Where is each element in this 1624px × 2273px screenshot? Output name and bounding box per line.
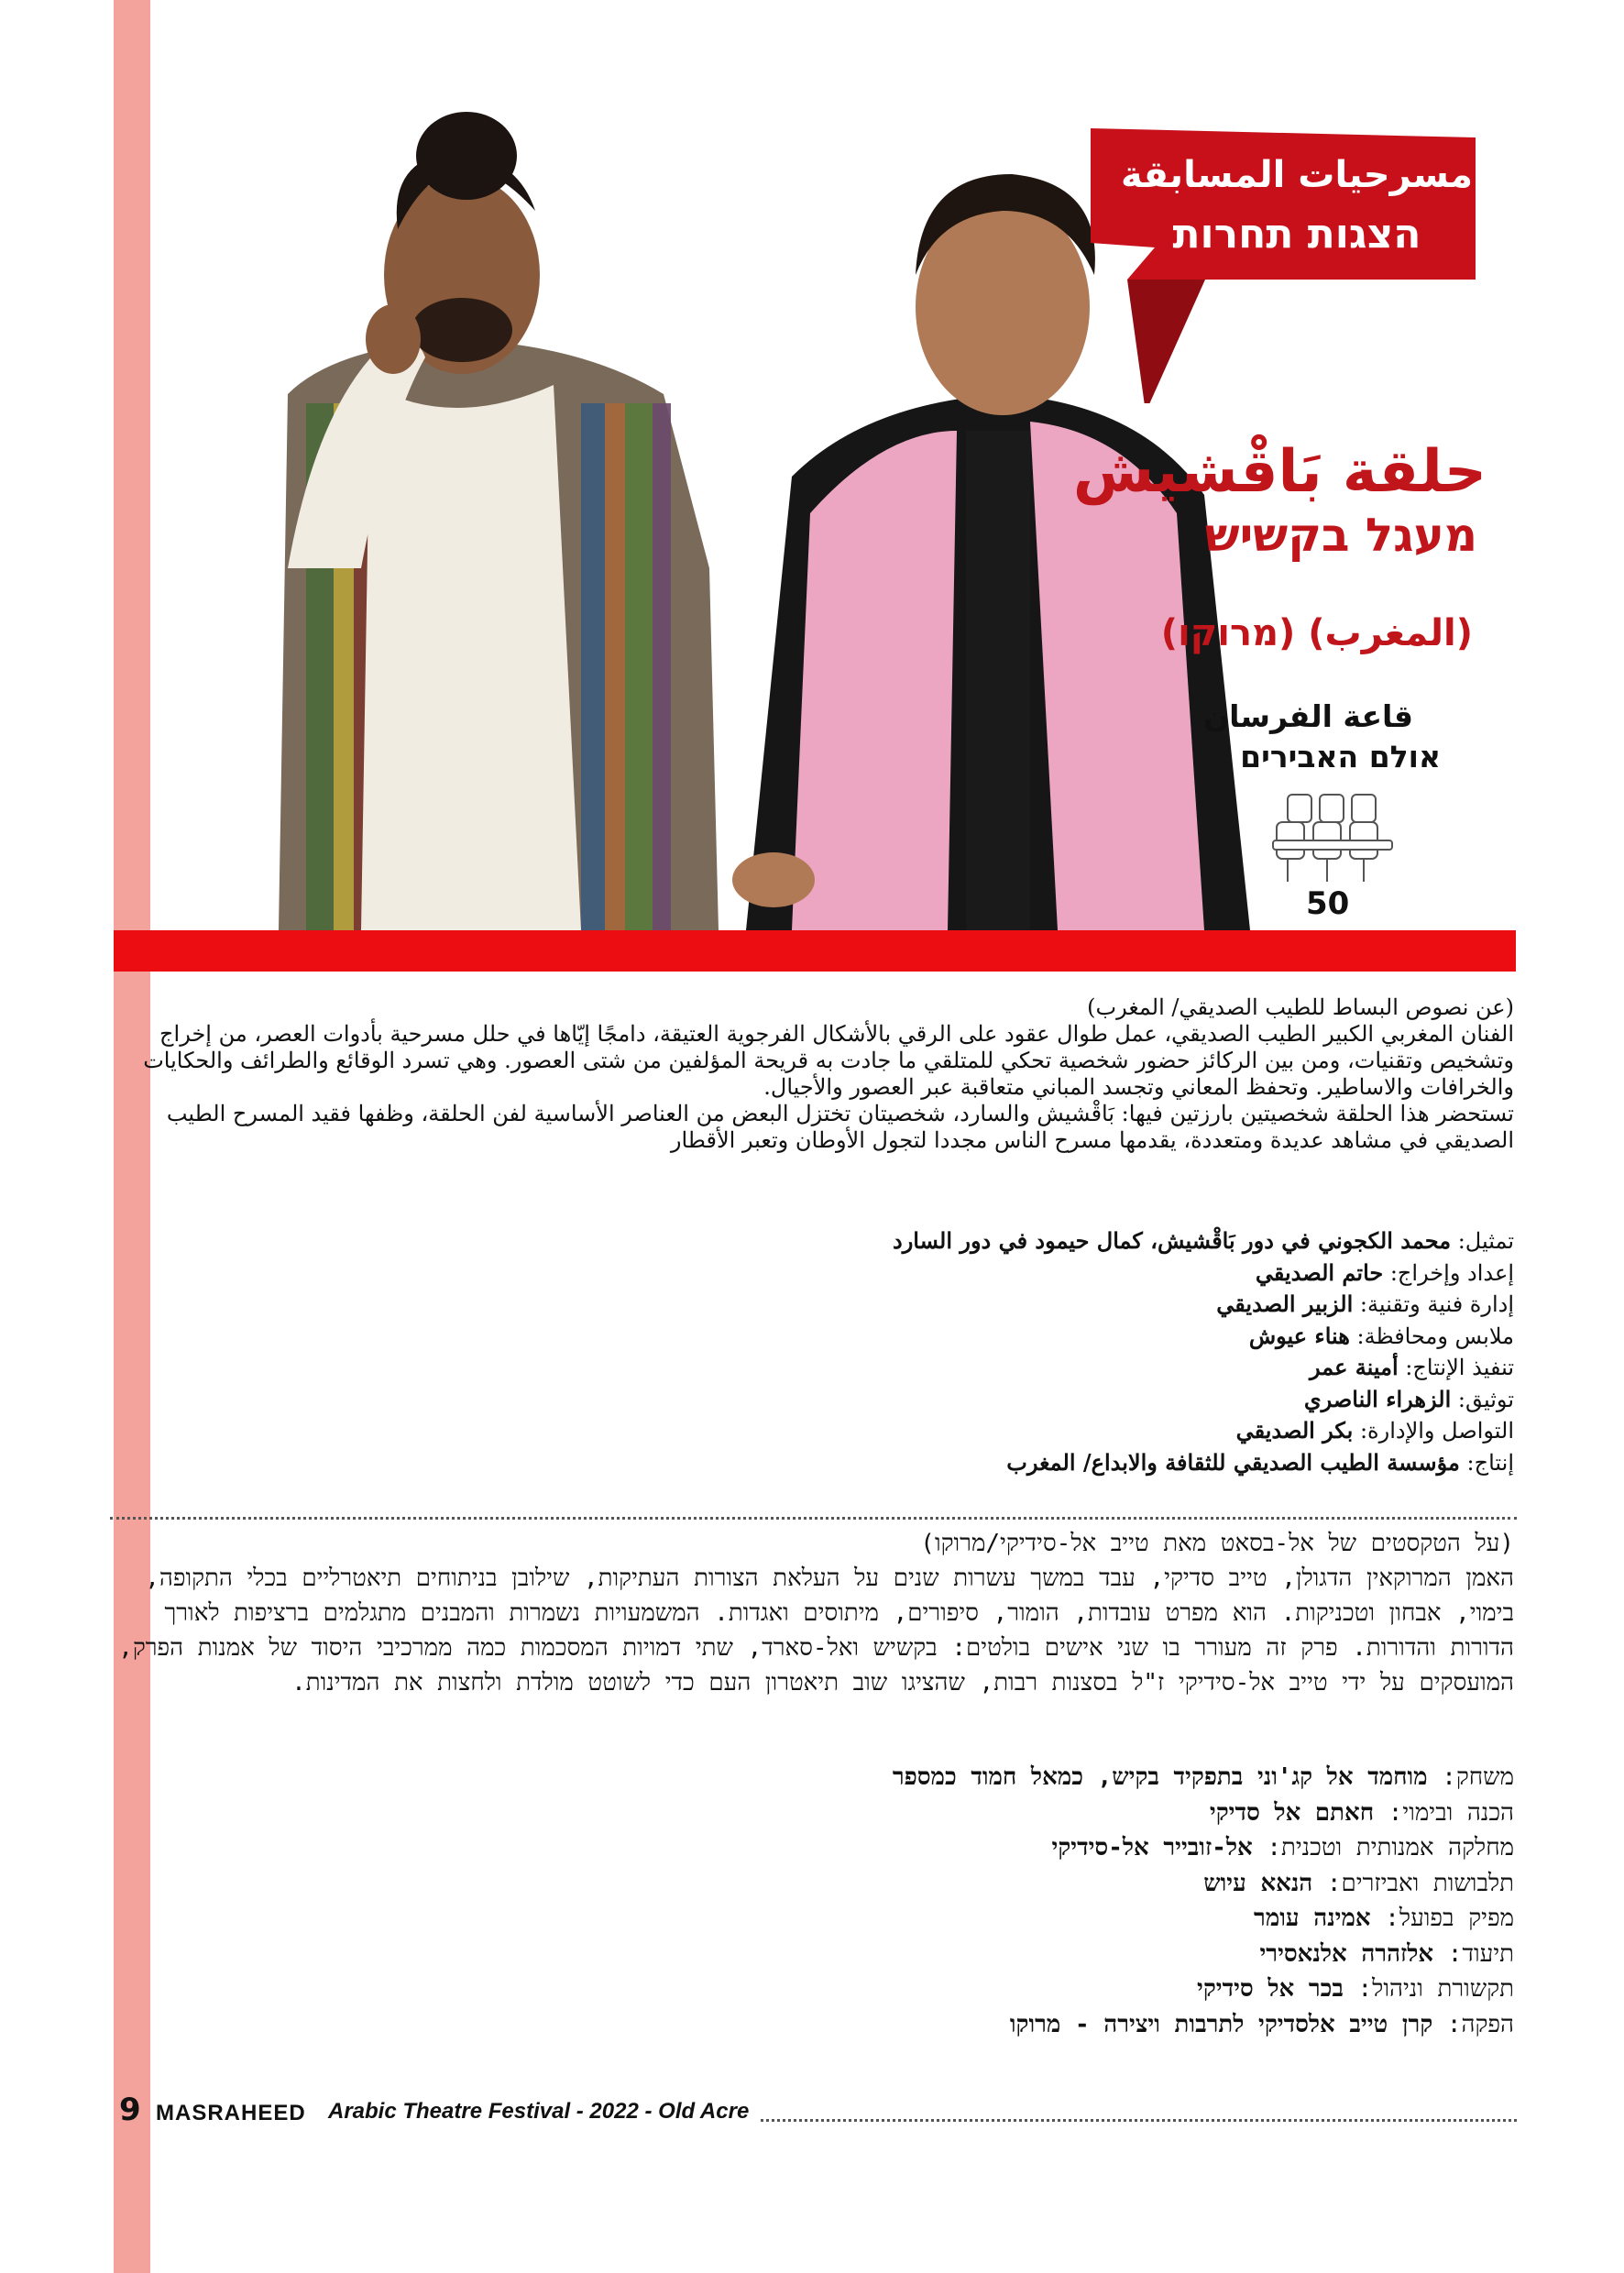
credit-label: تمثيل:	[1451, 1228, 1514, 1254]
page-footer	[119, 2092, 1517, 2128]
credit-row	[506, 1901, 1514, 1937]
credit-value: חאתם אל סדיקי	[1209, 1798, 1375, 1827]
credit-row	[506, 1795, 1514, 1831]
credit-label: תקשורת וניהול:	[1343, 1975, 1514, 2003]
credit-label: إعداد وإخراج:	[1383, 1259, 1514, 1286]
credit-row	[598, 1321, 1514, 1353]
credit-label: التواصل والإدارة:	[1353, 1418, 1514, 1444]
credit-label: تنفيذ الإنتاج:	[1398, 1355, 1514, 1380]
credit-row	[506, 1971, 1514, 2007]
credit-value: الزبير الصديقي	[1216, 1290, 1354, 1317]
credit-row	[598, 1415, 1514, 1447]
credit-label: ملابس ومحافظة:	[1349, 1323, 1514, 1349]
red-divider-bar	[114, 930, 1516, 972]
credit-label: توثيق:	[1451, 1386, 1514, 1412]
credit-row	[506, 2007, 1514, 2043]
arabic-source: (عن نصوص البساط للطيب الصديقي/ المغرب)	[1087, 994, 1514, 1020]
seats-svg	[1269, 790, 1398, 886]
footer-dotted-line	[761, 2119, 1517, 2122]
credit-value: מוחמד אל קג'וני בתפקיד בקיש, כמאל חמוד כמספר	[892, 1763, 1428, 1791]
credit-value: هناء عيوش	[1248, 1322, 1350, 1349]
credit-row	[506, 1937, 1514, 1972]
credit-value: בכר אל סידיקי	[1197, 1975, 1344, 2003]
credit-row	[598, 1257, 1514, 1290]
ribbon-line-1: مسرحيات المسابقة	[1121, 154, 1473, 196]
credit-row	[506, 1866, 1514, 1902]
venue-hebrew: אולם האבירים	[1240, 739, 1441, 774]
credit-label: הפקה:	[1432, 2010, 1514, 2038]
credit-value: محمد الكجوني في دور بَاقْشيش، كمال حيمود في دور السارد	[893, 1227, 1452, 1254]
credit-value: קרן טייב אלסדיקי לתרבות ויצירה - מרוקו	[1009, 2010, 1433, 2038]
credit-value: אלזהרה אלנאסירי	[1259, 1939, 1434, 1968]
credit-row	[506, 1830, 1514, 1866]
ribbon-line-2: הצגות תחרות	[1172, 211, 1421, 258]
credit-value: أمينة عمر	[1310, 1354, 1399, 1380]
credit-row	[598, 1447, 1514, 1479]
hebrew-paragraph-1: האמן המרוקאין הדגולן, טייב סדיקי, עבד במשך עשרות שנים על העלאת הצורות העתיקות, שילובן בניתוחים תיאטרליים בכלי התקופה, בימוי, אבחון וטכניקות. הוא מפרט עובדות, הומור, סיפורים, מיתוסים ואגדות. המשמעויות נשמרות והמבנים מתגלמים ברציפות לאורך הדורות והדורות. פרק זה מעורר בו שני אישים בולטים: בקשיש ואל-סארד, שתי דמויות המסכמות כמה ממרכיבי היסוד של אמנות הפרק, המועסקים על ידי טייב אל-סידיקי ז"ל בסצנות רבות, שהציגו שוב תיאטרון העם כדי לשוטט מולדת ולחצות את המדינות.	[118, 1565, 1514, 1697]
credit-label: משחק:	[1427, 1763, 1514, 1791]
credit-value: بكر الصديقي	[1235, 1417, 1354, 1444]
arabic-credits	[598, 1225, 1514, 1478]
credit-label: מחלקה אמנותית וטכנית:	[1252, 1834, 1514, 1861]
credit-label: תלבושות ואביזרים:	[1312, 1869, 1514, 1897]
credit-row	[506, 1760, 1514, 1795]
arabic-paragraph-2: تستحضر هذا الحلقة شخصيتين بارزتين فيها: بَاقْشيش والسارد، شخصيتان تختزل البعض من العناصر الأساسية لفن الحلقة، وظفها فقيد المسرح الطيب الصديقي في مشاهد عديدة ومتعددة، يقدمها مسرح الناس مجددا لتجول الأوطان وتعبر الأقطار	[166, 1101, 1514, 1153]
credit-value: مؤسسة الطيب الصديقي للثقافة والابداع/ المغرب	[1006, 1448, 1460, 1476]
credit-label: הכנה ובימוי:	[1374, 1798, 1514, 1827]
arabic-paragraph-1: الفنان المغربي الكبير الطيب الصديقي، عمل طوال عقود على الرقي بالأشكال الفرجوية العتيقة، دامجًا إيّاها في حلل مسرحية بأدوات العصر، من إخراج وتشخيص وتقنيات، ومن بين الركائز حضور شخصية تحكي للمتلقي ما جادت به قريحة المؤلفين من شتى العصور. وهي تسرد الوقائع والطرائف والحكايات والخرافات والاساطير. وتحفظ المعاني وتجسد المباني متعاقبة عبر العصور والأجيال.	[143, 1021, 1514, 1100]
credit-row	[598, 1289, 1514, 1321]
play-title-arabic: حلقة بَاقْشيش	[1072, 438, 1487, 506]
brand-logo-text: MASRAHEED	[156, 2101, 306, 2125]
credit-value: حاتم الصديقي	[1255, 1258, 1384, 1286]
seats-count: 50	[1306, 885, 1350, 922]
venue-arabic: قاعة الفرسان	[1202, 698, 1413, 734]
credit-label: إنتاج:	[1459, 1449, 1514, 1476]
hebrew-description	[103, 1526, 1514, 1700]
theater-seats-icon	[1269, 790, 1398, 890]
credit-label: תיעוד:	[1433, 1939, 1514, 1968]
dotted-divider	[110, 1517, 1517, 1520]
credit-row	[598, 1384, 1514, 1416]
page-number: 9	[119, 2092, 141, 2128]
festival-name: Arabic Theatre Festival - 2022 - Old Acre	[328, 2099, 750, 2124]
credit-label: إدارة فنية وتقنية:	[1353, 1291, 1514, 1317]
credit-label: מפיק בפועל:	[1370, 1905, 1514, 1932]
credit-row	[598, 1225, 1514, 1257]
credit-value: אמינה עומר	[1254, 1905, 1371, 1932]
hebrew-credits	[506, 1760, 1514, 2042]
competition-ribbon	[1091, 128, 1476, 403]
hebrew-source: (על הטקסטים של אל-בסאט מאת טייב אל-סידיקי/מרוקו)	[920, 1530, 1514, 1557]
credit-value: הנאא עיוש	[1203, 1869, 1313, 1897]
credit-row	[598, 1352, 1514, 1384]
play-title-hebrew: מעגל בקשיש	[1204, 509, 1477, 562]
arabic-description	[112, 994, 1514, 1154]
credit-value: אל-זובייר אל-סידיקי	[1051, 1834, 1253, 1861]
play-country: (المغرب) (מרוקו)	[1160, 612, 1473, 654]
credit-value: الزهراء الناصري	[1303, 1385, 1452, 1412]
